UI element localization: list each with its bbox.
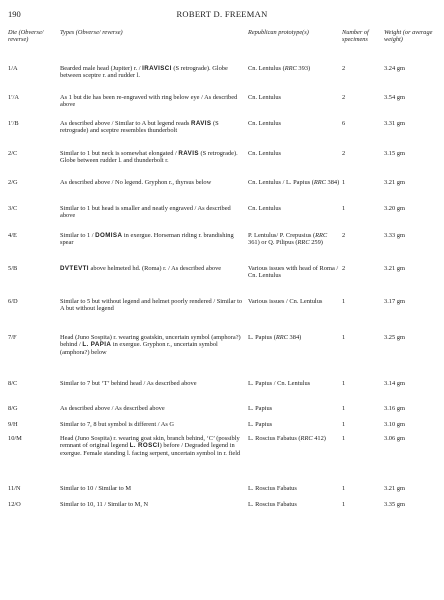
column-header-specimens: Number of specimens bbox=[342, 29, 369, 44]
types-cell: Similar to 7, 8 but symbol is different / As G bbox=[60, 421, 175, 428]
table-row bbox=[8, 298, 436, 334]
table-row bbox=[8, 150, 436, 179]
types-cell: Bearded male head (Jupiter) r. / IRAVISCI (S retrograde). Globe between sceptre r. and rudder l. bbox=[60, 65, 228, 80]
types-cell: Similar to 5 but without legend and helmet poorly rendered / Similar to A but without legend bbox=[60, 298, 243, 313]
die-cell: 9/H bbox=[8, 421, 18, 428]
page-number: 190 bbox=[8, 9, 21, 19]
weight-cell: 3.06 gm bbox=[384, 435, 405, 442]
die-cell: 3/C bbox=[8, 205, 18, 212]
die-cell: 8/G bbox=[8, 405, 18, 412]
prototype-cell: Cn. Lentulus bbox=[248, 94, 282, 101]
table-header-row bbox=[8, 29, 436, 65]
die-cell: 8/C bbox=[8, 380, 18, 387]
running-title: ROBERT D. FREEMAN bbox=[176, 9, 268, 19]
die-cell: 7/F bbox=[8, 334, 17, 341]
weight-cell: 3.10 gm bbox=[384, 421, 405, 428]
table-row bbox=[8, 380, 436, 405]
table-row bbox=[8, 334, 436, 380]
types-cell: Similar to 1 but head is smaller and neatly engraved / As described above bbox=[60, 205, 231, 220]
prototype-cell: Cn. Lentulus (RRC 393) bbox=[248, 65, 311, 72]
weight-cell: 3.16 gm bbox=[384, 405, 405, 412]
table-row bbox=[8, 205, 436, 232]
die-cell: 1/A bbox=[8, 65, 18, 72]
specimens-cell: 2 bbox=[342, 65, 346, 72]
die-cell: 1′/B bbox=[8, 120, 19, 127]
prototype-cell: L. Papius bbox=[248, 405, 273, 412]
specimens-cell: 1 bbox=[342, 179, 346, 186]
specimens-cell: 1 bbox=[342, 501, 346, 508]
types-cell: Head (Juno Sospita) r. wearing goat skin, branch behind, ‘C’ (possibly remnant of original legend L. ROSCI) before / Degraded legend in exergue. Female standing l. facing serpent, uncertain symbol in r. field bbox=[60, 435, 241, 457]
types-cell: As described above / As described above bbox=[60, 405, 165, 412]
die-catalog-table bbox=[8, 29, 436, 515]
table-body bbox=[8, 65, 436, 515]
die-cell: 6/D bbox=[8, 298, 18, 305]
column-header-die: Die (Obverse/ reverse) bbox=[8, 29, 44, 44]
die-cell: 4/E bbox=[8, 232, 17, 239]
weight-cell: 3.31 gm bbox=[384, 120, 405, 127]
specimens-cell: 1 bbox=[342, 405, 346, 412]
specimens-cell: 1 bbox=[342, 485, 346, 492]
prototype-cell: Cn. Lentulus bbox=[248, 120, 282, 127]
prototype-cell: L. Roscius Fabatus bbox=[248, 485, 297, 492]
types-cell: Head (Juno Sospita) r. wearing goatskin, uncertain symbol (amphora?) behind / L. PAPIA in exergue. Gryphon r., uncertain symbol (amphora?) below bbox=[60, 334, 241, 356]
prototype-cell: Cn. Lentulus / L. Papius (RRC 384) bbox=[248, 179, 340, 186]
types-cell: Similar to 10, 11 / Similar to M, N bbox=[60, 501, 149, 508]
weight-cell: 3.15 gm bbox=[384, 150, 405, 157]
types-cell: As described above / Similar to A but legend reads RAVIS (S retrograde) and sceptre resembles thunderbolt bbox=[60, 120, 219, 135]
prototype-cell: P. Lentulus/ P. Crepusius (RRC 361) or Q. Pilipus (RRC 259) bbox=[248, 232, 328, 247]
table-row bbox=[8, 120, 436, 150]
die-cell: 1′/A bbox=[8, 94, 19, 101]
table-row bbox=[8, 485, 436, 501]
weight-cell: 3.17 gm bbox=[384, 298, 405, 305]
types-cell: As 1 but die has been re-engraved with ring below eye / As described above bbox=[60, 94, 238, 109]
table-row bbox=[8, 232, 436, 265]
specimens-cell: 1 bbox=[342, 380, 346, 387]
prototype-cell: Various issues with head of Roma / Cn. Lentulus bbox=[248, 265, 339, 280]
types-cell: Similar to 7 but ‘T’ behind head / As described above bbox=[60, 380, 197, 387]
weight-cell: 3.33 gm bbox=[384, 232, 405, 239]
types-cell: As described above / No legend. Gryphon r., thyrsus below bbox=[60, 179, 212, 186]
weight-cell: 3.24 gm bbox=[384, 65, 405, 72]
column-header-weight: Weight (or average weight) bbox=[384, 29, 433, 44]
weight-cell: 3.25 gm bbox=[384, 334, 405, 341]
die-cell: 5/B bbox=[8, 265, 18, 272]
prototype-cell: L. Papius bbox=[248, 421, 273, 428]
prototype-cell: Various issues / Cn. Lentulus bbox=[248, 298, 323, 305]
weight-cell: 3.54 gm bbox=[384, 94, 405, 101]
specimens-cell: 1 bbox=[342, 298, 346, 305]
table-row bbox=[8, 435, 436, 485]
prototype-cell: L. Papius / Cn. Lentulus bbox=[248, 380, 311, 387]
specimens-cell: 1 bbox=[342, 205, 346, 212]
weight-cell: 3.21 gm bbox=[384, 179, 405, 186]
die-cell: 11/N bbox=[8, 485, 21, 492]
prototype-cell: Cn. Lentulus bbox=[248, 205, 282, 212]
table-row bbox=[8, 501, 436, 515]
specimens-cell: 1 bbox=[342, 334, 346, 341]
prototype-cell: L. Papius (RRC 384) bbox=[248, 334, 302, 341]
specimens-cell: 2 bbox=[342, 94, 346, 101]
prototype-cell: L. Roscius Fabatus (RRC 412) bbox=[248, 435, 326, 442]
prototype-cell: L. Roscius Fabatus bbox=[248, 501, 297, 508]
specimens-cell: 2 bbox=[342, 150, 346, 157]
die-cell: 2/G bbox=[8, 179, 18, 186]
weight-cell: 3.21 gm bbox=[384, 485, 405, 492]
column-header-types: Types (Obverse/ reverse) bbox=[60, 29, 123, 36]
die-cell: 12/O bbox=[8, 501, 21, 508]
types-cell: Similar to 1 / DOMISA in exergue. Horseman riding r. brandishing spear bbox=[60, 232, 234, 247]
specimens-cell: 1 bbox=[342, 435, 346, 442]
prototype-cell: Cn. Lentulus bbox=[248, 150, 282, 157]
table-row bbox=[8, 179, 436, 205]
weight-cell: 3.14 gm bbox=[384, 380, 405, 387]
table-row bbox=[8, 265, 436, 298]
table-row bbox=[8, 405, 436, 421]
specimens-cell: 2 bbox=[342, 265, 346, 272]
specimens-cell: 2 bbox=[342, 232, 346, 239]
weight-cell: 3.20 gm bbox=[384, 205, 405, 212]
specimens-cell: 6 bbox=[342, 120, 346, 127]
column-header-prototype: Republican prototype(s) bbox=[248, 29, 309, 36]
table-row bbox=[8, 421, 436, 435]
die-cell: 10/M bbox=[8, 435, 22, 442]
table-row bbox=[8, 65, 436, 94]
die-cell: 2/C bbox=[8, 150, 18, 157]
weight-cell: 3.21 gm bbox=[384, 265, 405, 272]
types-cell: DVTEVTI above helmeted hd. (Roma) r. / As described above bbox=[60, 265, 222, 272]
types-cell: Similar to 10 / Similar to M bbox=[60, 485, 132, 492]
page-header bbox=[8, 9, 436, 21]
table-row bbox=[8, 94, 436, 120]
types-cell: Similar to 1 but neck is somewhat elongated / RAVIS (S retrograde). Globe between rudder l. and thunderbolt r. bbox=[60, 150, 238, 165]
specimens-cell: 1 bbox=[342, 421, 346, 428]
weight-cell: 3.35 gm bbox=[384, 501, 405, 508]
